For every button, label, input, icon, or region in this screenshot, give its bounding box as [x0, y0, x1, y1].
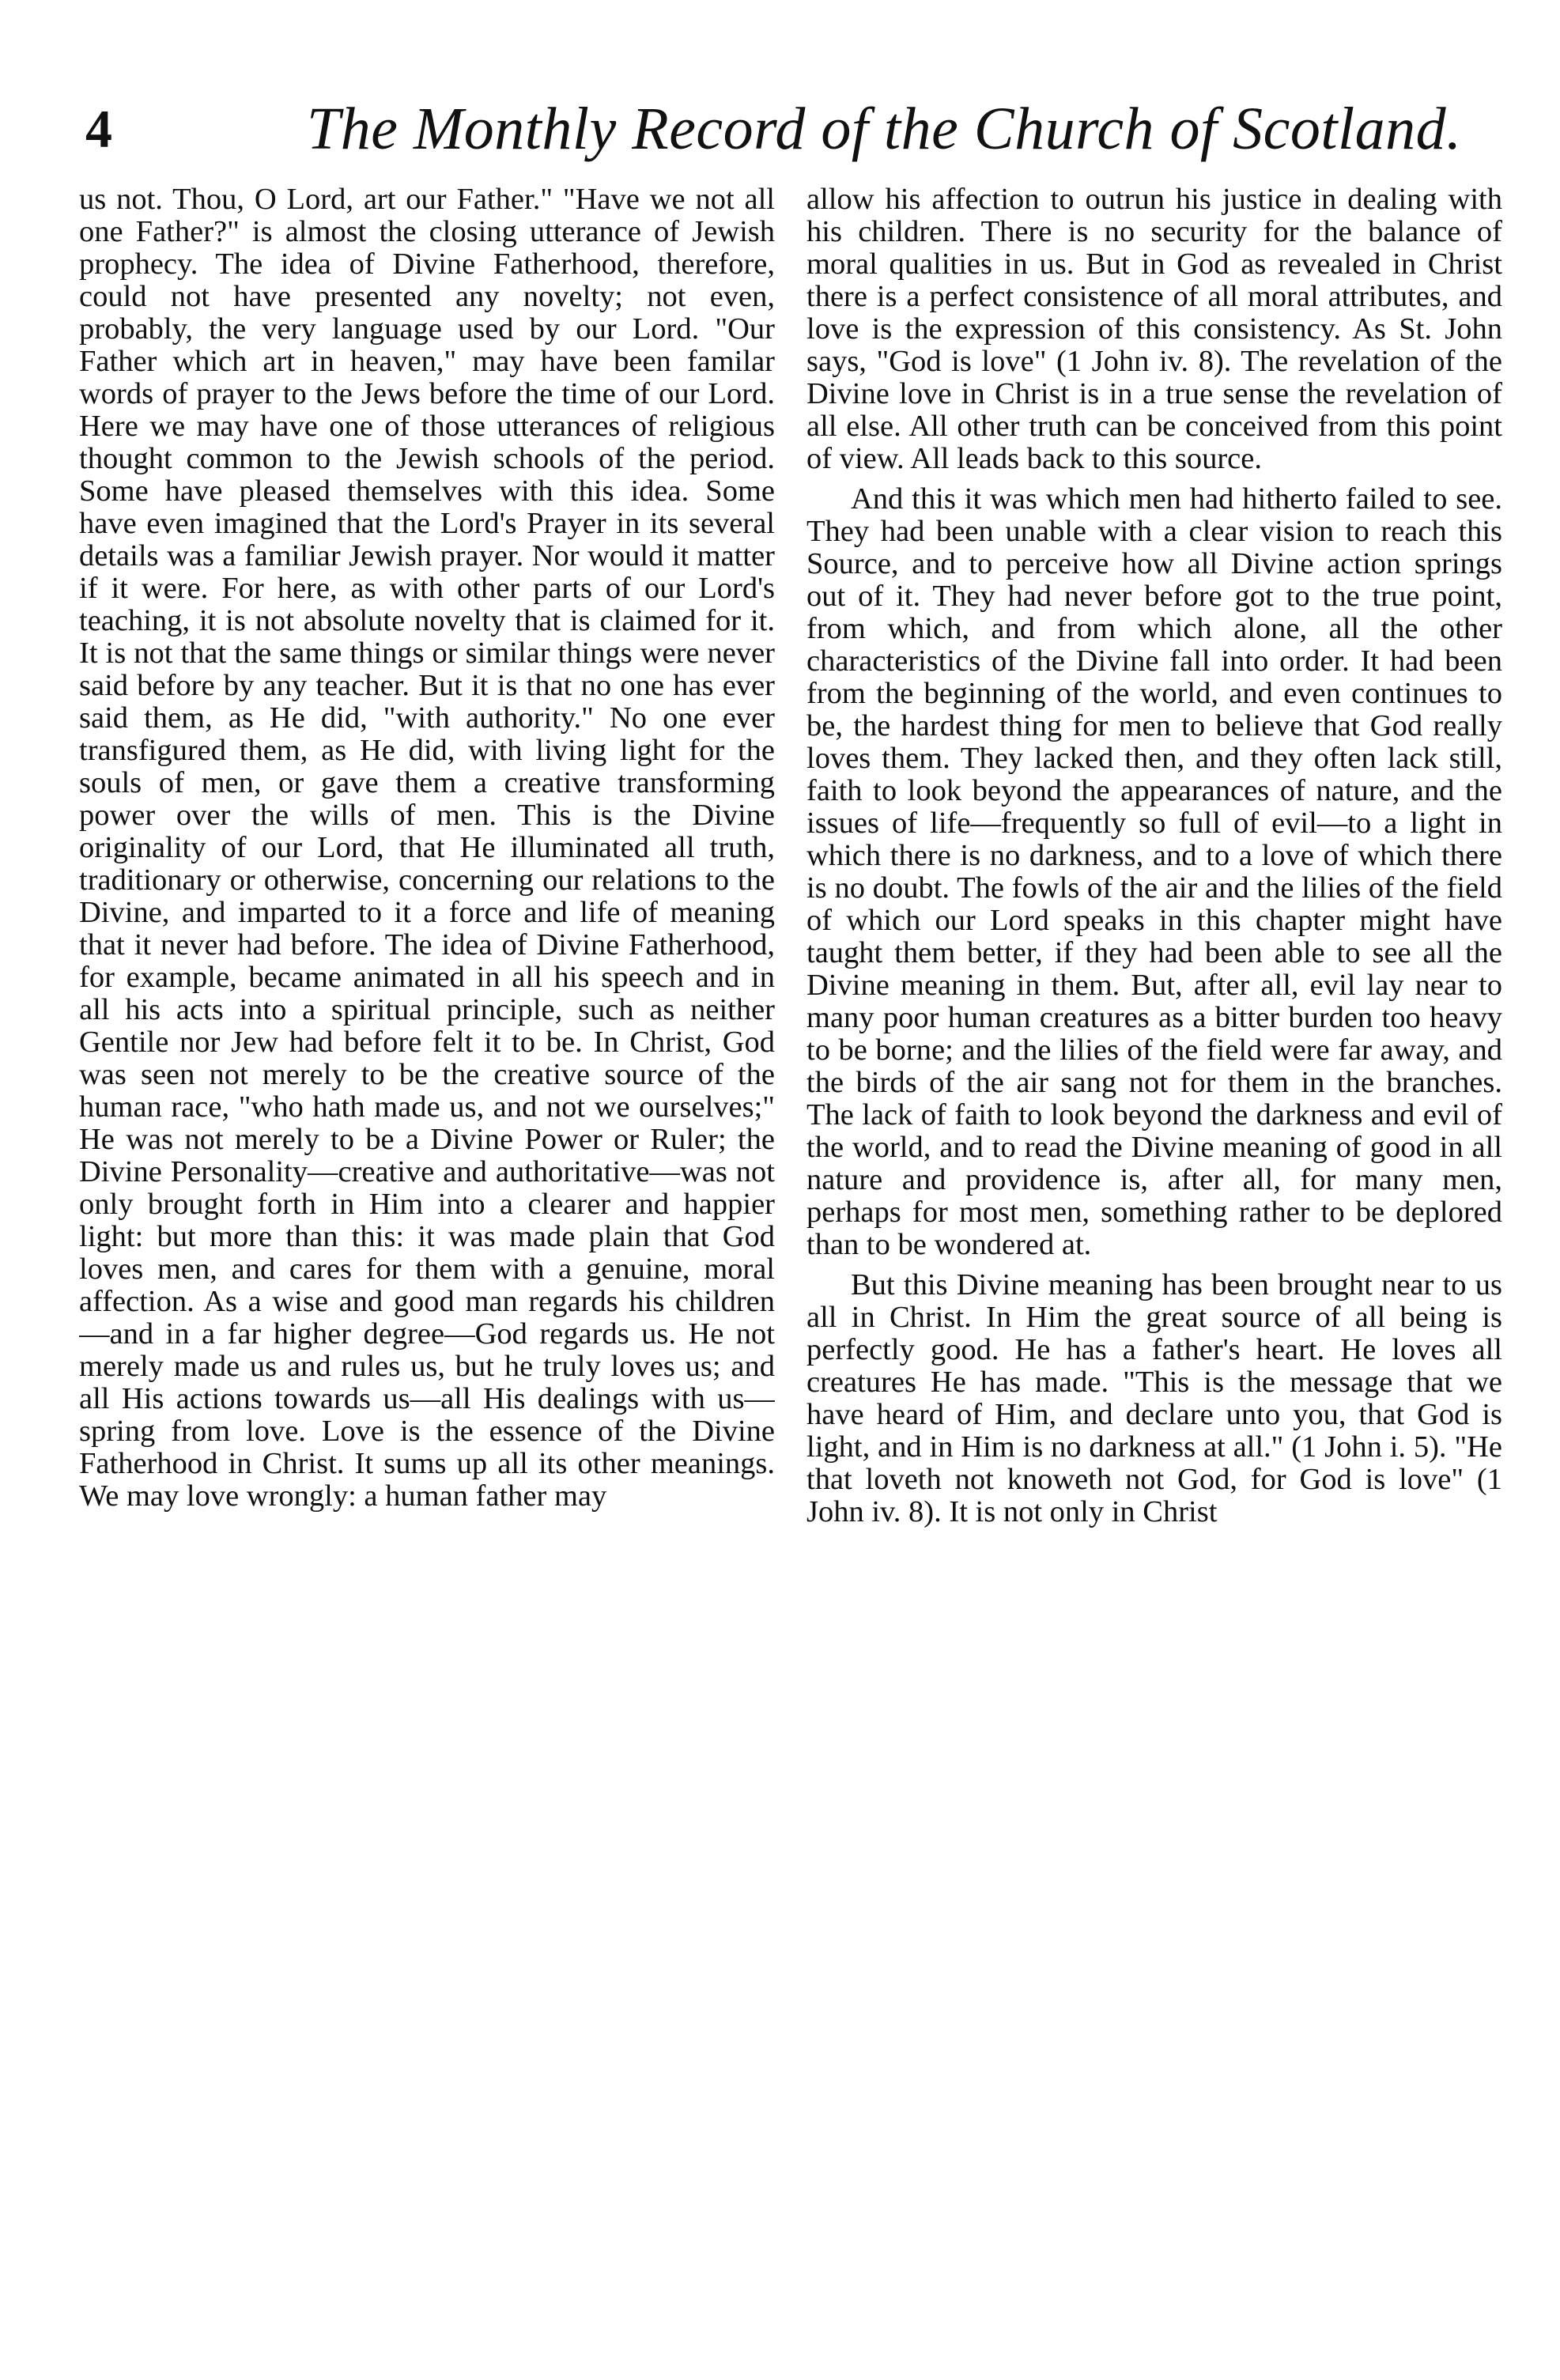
- running-title: The Monthly Record of the Church of Scotland.: [307, 96, 1462, 162]
- page-header: [85, 85, 1462, 172]
- right-paragraph-3: But this Divine meaning has been brought near to us all in Christ. In Him the great source of all being is perfectly good. He has a father's heart. He loves all creatures He has made. "This is the message that we have heard of Him, and declare unto you, that God is light, and in Him is no darkness at all." (1 John i. 5). "He that loveth not knoweth not God, for God is love" (1 John iv. 8). It is not only in Christ: [806, 1268, 1502, 1528]
- left-column: [79, 183, 775, 2295]
- right-column: [806, 183, 1502, 2295]
- right-paragraph-1: allow his affection to outrun his justice in dealing with his children. There is no security for the balance of moral qualities in us. But in God as revealed in Christ there is a perfect consistence of all moral attributes, and love is the expression of this consistency. As St. John says, "God is love" (1 John iv. 8). The revelation of the Divine love in Christ is in a true sense the revelation of all else. All other truth can be conceived from this point of view. All leads back to this source.: [806, 183, 1502, 475]
- left-paragraph-1: us not. Thou, O Lord, art our Father." "Have we not all one Father?" is almost the closing utterance of Jewish prophecy. The idea of Divine Fatherhood, therefore, could not have presented any novelty; not even, probably, the very language used by our Lord. "Our Father which art in heaven," may have been familar words of prayer to the Jews before the time of our Lord. Here we may have one of those utterances of religious thought common to the Jewish schools of the period. Some have pleased themselves with this idea. Some have even imagined that the Lord's Prayer in its several details was a familiar Jewish prayer. Nor would it matter if it were. For here, as with other parts of our Lord's teaching, it is not absolute novelty that is claimed for it. It is not that the same things or similar things were never said before by any teacher. But it is that no one has ever said them, as He did, "with authority." No one ever transfigured them, as He did, with living light for the souls of men, or gave them a creative transforming power over the wills of men. This is the Divine originality of our Lord, that He illuminated all truth, traditionary or otherwise, concerning our relations to the Divine, and imparted to it a force and life of meaning that it never had before. The idea of Divine Fatherhood, for example, became animated in all his speech and in all his acts into a spiritual principle, such as neither Gentile nor Jew had before felt it to be. In Christ, God was seen not merely to be the creative source of the human race, "who hath made us, and not we ourselves;" He was not merely to be a Divine Power or Ruler; the Divine Personality—creative and authoritative—was not only brought forth in Him into a clearer and happier light: but more than this: it was made plain that God loves men, and cares for them with a genuine, moral affection. As a wise and good man regards his children—and in a far higher degree—God regards us. He not merely made us and rules us, but he truly loves us; and all His actions towards us—all His dealings with us—spring from love. Love is the essence of the Divine Fatherhood in Christ. It sums up all its other meanings. We may love wrongly: a human father may: [79, 183, 775, 1513]
- page-number: 4: [85, 99, 112, 159]
- right-paragraph-2: And this it was which men had hitherto failed to see. They had been unable with a clear vision to reach this Source, and to perceive how all Divine action springs out of it. They had never before got to the true point, from which, and from which alone, all the other characteristics of the Divine fall into order. It had been from the beginning of the world, and even continues to be, the hardest thing for men to believe that God really loves them. They lacked then, and they often lack still, faith to look beyond the appearances of nature, and the issues of life—frequently so full of evil—to a light in which there is no darkness, and to a love of which there is no doubt. The fowls of the air and the lilies of the field of which our Lord speaks in this chapter might have taught them better, if they had been able to see all the Divine meaning in them. But, after all, evil lay near to many poor human creatures as a bitter burden too heavy to be borne; and the lilies of the field were far away, and the birds of the air sang not for them in the branches. The lack of faith to look beyond the darkness and evil of the world, and to read the Divine meaning of good in all nature and providence is, after all, for many men, perhaps for most men, something rather to be deplored than to be wondered at.: [806, 482, 1502, 1261]
